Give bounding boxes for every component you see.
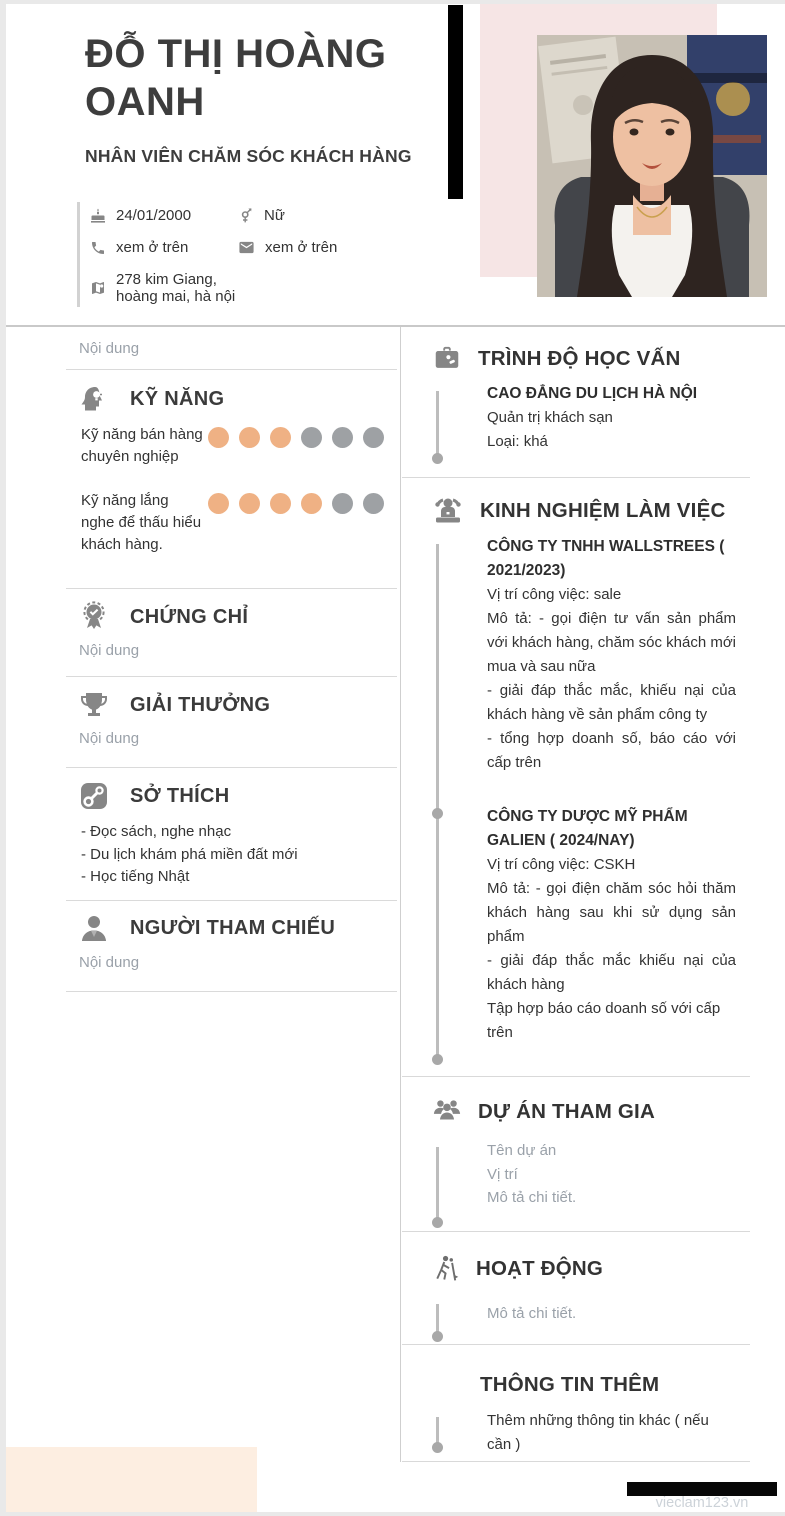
job-desc: - giải đáp thắc mắc khiếu nại của khách hàng [487,952,736,993]
hobby-item: - Học tiếng Nhật [81,868,190,885]
awards-title: GIẢI THƯỞNG [130,693,271,716]
job-desc: Mô tả: - gọi điện tư vấn sản phẩm với khách hàng, chăm sóc khách mới mua và sau nữa [487,610,736,675]
activities-header [432,1254,750,1284]
briefcase-icon [432,344,462,374]
timeline-dot [432,1442,443,1453]
column-divider [400,327,401,1462]
contact-gender[interactable]: Nữ [238,207,449,224]
skill-dot[interactable] [363,493,384,514]
header-accent-bar [448,5,463,199]
skill-dot[interactable] [239,493,260,514]
timeline-dot [432,1331,443,1342]
skill-dot[interactable] [270,427,291,448]
project-name-placeholder: Tên dự án [487,1142,557,1159]
footer-peach-decoration [6,1447,257,1512]
skill-dot[interactable] [332,493,353,514]
skill-dot[interactable] [208,427,229,448]
section-divider [66,676,397,677]
job-position: Vị trí công việc: CSKH [487,856,636,873]
birthday-cake-icon [90,208,106,224]
skills-section-header [78,383,400,415]
job-position: Vị trí công việc: sale [487,586,622,603]
more-info-section [402,1345,750,1462]
skill-dot[interactable] [239,427,260,448]
section-divider [66,767,397,768]
contact-email[interactable]: xem ở trên [238,239,449,256]
skill-row[interactable] [81,490,392,556]
references-placeholder[interactable]: Nội dung [79,953,140,971]
company-name: CÔNG TY DƯỢC MỸ PHẨM GALIEN ( 2024/NAY) [487,808,688,849]
timeline-line [436,391,439,455]
certificates-title: CHỨNG CHỈ [130,605,249,628]
job-desc: Tập hợp báo cáo doanh số với cấp trên [487,1000,721,1041]
skill-dot[interactable] [301,427,322,448]
certificate-medal-icon [78,601,110,633]
more-info-entry[interactable] [487,1409,736,1457]
skill-dot[interactable] [208,493,229,514]
profile-photo-illustration [537,35,767,297]
hobby-item: - Du lịch khám phá miền đất mới [81,845,298,863]
more-info-note: Thêm những thông tin khác ( nếu cần ) [487,1412,709,1453]
person-icon [78,913,110,945]
trophy-icon [78,689,110,721]
gender-icon [238,208,254,224]
skill-rating[interactable] [208,427,384,468]
skill-row[interactable] [81,424,392,468]
project-role-placeholder: Vị trí [487,1165,518,1183]
right-column [402,327,785,1462]
company-name: CÔNG TY TNHH WALLSTREES ( 2021/2023) [487,538,725,579]
awards-section-header [78,689,400,721]
hobby-steam-icon [78,780,110,812]
experience-title: KINH NGHIỆM LÀM VIỆC [480,499,726,522]
activity-entry[interactable] [487,1302,736,1326]
section-divider [66,369,397,370]
skill-label: Kỹ năng lắng nghe để thấu hiểu khách hàng. [81,492,202,553]
skills-title: KỸ NĂNG [130,387,225,410]
skill-label: Kỹ năng bán hàng chuyên nghiệp [81,426,203,465]
phone-icon [90,240,106,256]
experience-section [402,478,750,1077]
section-divider [66,991,397,992]
worker-at-desk-icon [432,495,464,527]
skill-dot[interactable] [270,493,291,514]
education-grade: Loại: khá [487,433,548,450]
education-major: Quản trị khách sạn [487,409,613,426]
skill-rating[interactable] [208,493,384,556]
top-content-placeholder[interactable]: Nội dung [79,340,140,357]
projects-header [432,1097,750,1127]
skill-dot[interactable] [301,493,322,514]
job-desc: Mô tả: - gọi điện chăm sóc hỏi thăm khách hàng sau khi sử dụng sản phẩm [487,880,736,945]
profile-photo[interactable] [537,35,767,297]
experience-header [432,495,750,527]
footer-black-bar [627,1482,777,1496]
job-entry[interactable] [487,805,736,1045]
certificates-placeholder[interactable]: Nội dung [79,642,140,659]
activities-section [402,1232,750,1345]
project-entry[interactable] [487,1139,736,1210]
skill-dot[interactable] [332,427,353,448]
projects-title: DỰ ÁN THAM GIA [478,1100,655,1123]
activity-desc-placeholder: Mô tả chi tiết. [487,1305,577,1322]
watermark-vieclam123: vieclam123.vn [655,1495,749,1511]
map-pin-icon [90,280,106,296]
references-section-header [78,913,400,945]
education-entry[interactable] [487,382,736,454]
timeline-dot [432,1217,443,1228]
education-header [432,344,750,374]
activities-title: HOẠT ĐỘNG [476,1257,604,1280]
certificates-section-header [78,601,400,633]
candidate-name[interactable]: ĐỖ THỊ HOÀNG OANH [85,32,387,124]
timeline-dot [432,1054,443,1065]
school-name: CAO ĐẲNG DU LỊCH HÀ NỘI [487,385,698,402]
references-title: NGƯỜI THAM CHIẾU [130,917,336,939]
timeline-line [436,1304,439,1332]
job-desc: - giải đáp thắc mắc, khiếu nại của khách hàng về sản phẩm công ty [487,682,736,723]
timeline-dot [432,808,443,819]
experience-entries [487,535,736,1045]
section-divider [66,900,397,901]
timeline-line [436,544,439,1058]
skill-dot[interactable] [363,427,384,448]
contact-address[interactable]: 278 kim Giang, hoàng mai, hà nội [90,271,238,305]
left-column [6,327,400,992]
job-entry[interactable] [487,535,736,775]
timeline-line [436,1417,439,1443]
candidate-job-title[interactable]: NHÂN VIÊN CHĂM SÓC KHÁCH HÀNG [85,146,412,166]
education-title: TRÌNH ĐỘ HỌC VẤN [478,347,681,370]
more-info-header [480,1373,750,1397]
contact-phone[interactable]: xem ở trên [90,239,238,256]
hobbies-list[interactable] [81,821,400,889]
timeline-dot [432,453,443,464]
hiker-icon [432,1254,460,1284]
hobbies-section-header [78,780,400,812]
hobbies-title: SỞ THÍCH [130,784,230,807]
awards-placeholder[interactable]: Nội dung [79,730,140,747]
more-info-title: THÔNG TIN THÊM [480,1373,660,1396]
section-divider [66,588,397,589]
job-desc: - tổng hợp doanh số, báo cáo với cấp trên [487,730,736,771]
projects-section [402,1077,750,1232]
mail-icon [238,239,255,256]
hobby-item: - Đọc sách, nghe nhạc [81,823,232,840]
timeline-line [436,1147,439,1219]
education-section [402,327,750,478]
project-desc-placeholder: Mô tả chi tiết. [487,1189,577,1206]
skills-head-bulb-icon [78,383,110,415]
contact-block [77,202,449,307]
contact-dob[interactable]: 24/01/2000 [90,207,238,224]
group-people-icon [432,1097,462,1127]
